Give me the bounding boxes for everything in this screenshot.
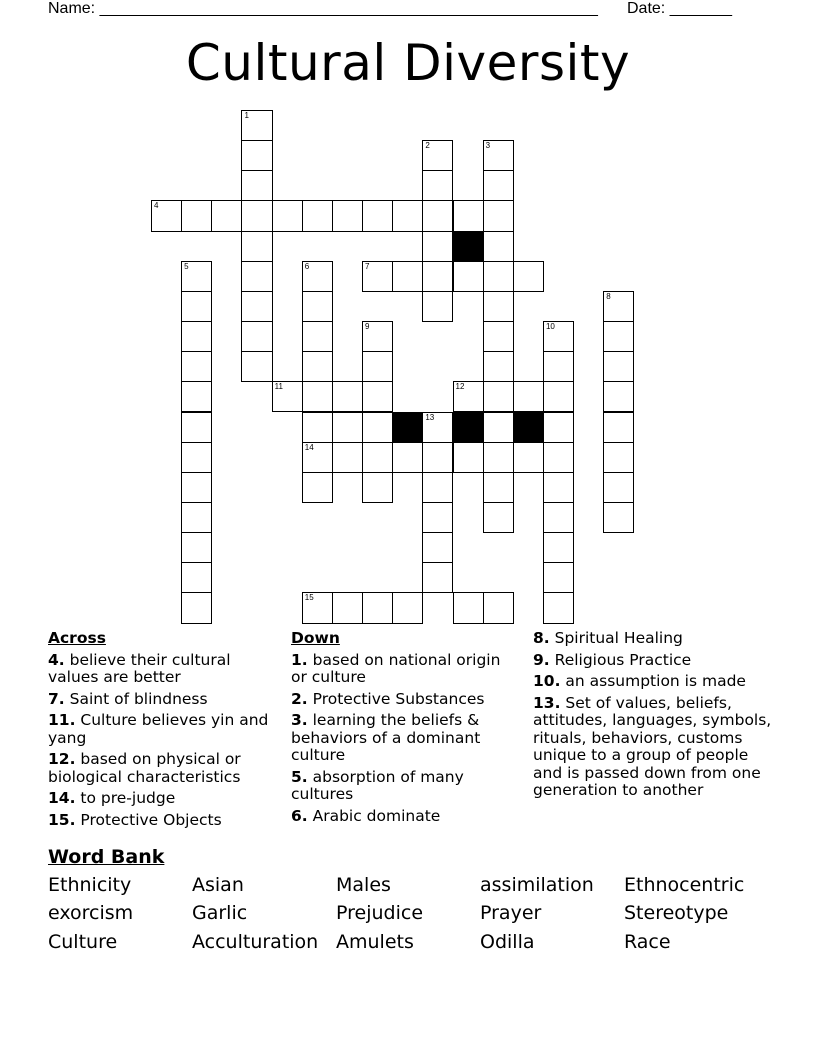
page-title: Cultural Diversity [185,34,631,92]
grid-cell[interactable] [422,532,453,563]
grid-cell[interactable] [241,140,272,171]
grid-cell[interactable] [543,412,574,443]
clue-text: Culture believes yin and yang [48,711,269,747]
clue-text: Set of values, beliefs, attitudes, languages, symbols, rituals, behaviors, customs unique to a group of people and is passed down from one generation to another [533,693,772,799]
word-bank-word: Amulets [336,931,414,953]
grid-cell[interactable] [422,502,453,533]
grid-cell[interactable] [422,261,453,292]
grid-cell[interactable] [453,200,484,231]
grid-cell[interactable] [302,381,333,412]
grid-cell[interactable] [362,442,393,473]
clue-text: believe their cultural values are better [48,650,231,686]
clue-number: 1. [291,650,308,669]
grid-cell[interactable] [181,472,212,503]
grid-cell[interactable] [362,412,393,443]
grid-cell[interactable] [302,200,333,231]
clue-number: 5. [291,767,308,786]
grid-cell[interactable] [241,110,272,141]
grid-cell[interactable] [302,291,333,322]
clue-text: Spiritual Healing [549,629,683,647]
grid-cell[interactable] [332,200,363,231]
grid-cell[interactable] [181,412,212,443]
grid-cell[interactable] [483,170,514,201]
word-bank-title: Word Bank [48,846,165,868]
grid-cell[interactable] [181,532,212,563]
grid-cell[interactable] [483,321,514,352]
clue-number: 2. [291,689,308,708]
grid-cell[interactable] [181,261,212,292]
down-clue [533,673,773,691]
grid-cell[interactable] [603,351,634,382]
grid-cell[interactable] [483,200,514,231]
grid-cell[interactable] [543,442,574,473]
grid-cell[interactable] [483,472,514,503]
grid-cell[interactable] [302,442,333,473]
grid-cell[interactable] [362,351,393,382]
grid-cell[interactable] [422,170,453,201]
down-clue [291,769,511,804]
grid-cell[interactable] [483,412,514,443]
grid-block [392,412,423,443]
grid-block [453,412,484,443]
clue-number: 4 [154,201,159,211]
grid-cell[interactable] [543,321,574,352]
clue-text: to pre-judge [75,789,176,807]
grid-cell[interactable] [603,321,634,352]
clue-number: 1 [244,111,249,120]
grid-cell[interactable] [422,231,453,262]
word-bank-word: Ethnocentric [624,874,745,896]
grid-block [513,412,544,443]
down-clue [291,712,511,765]
clue-number: 11 [274,382,283,392]
grid-cell[interactable] [422,442,453,473]
grid-cell[interactable] [543,592,574,623]
grid-cell[interactable] [332,592,363,623]
word-bank-word: Prejudice [336,902,424,924]
grid-cell[interactable] [453,442,484,473]
grid-cell[interactable] [392,592,423,623]
clue-text: learning the beliefs & behaviors of a dominant culture [291,711,481,764]
across-clues [48,630,280,833]
grid-cell[interactable] [181,442,212,473]
clue-number: 15. [48,810,76,829]
across-clue [48,751,280,786]
grid-cell[interactable] [483,442,514,473]
grid-cell[interactable] [603,472,634,503]
down-heading: Down [291,629,340,647]
word-bank-word: Odilla [480,931,535,953]
clue-number: 14 [304,442,314,452]
grid-cell[interactable] [241,200,272,231]
grid-cell[interactable] [302,261,333,292]
grid-cell[interactable] [543,381,574,412]
grid-cell[interactable] [483,140,514,171]
clue-number: 5 [184,261,189,271]
down-clue [533,630,773,648]
grid-cell[interactable] [513,261,544,292]
grid-cell[interactable] [241,351,272,382]
grid-cell[interactable] [181,592,212,623]
grid-cell[interactable] [362,381,393,412]
clue-number: 13 [425,412,435,422]
clue-number: 11. [48,711,76,729]
across-clue [48,691,280,709]
grid-cell[interactable] [181,562,212,593]
clue-number: 6. [291,806,308,825]
down-clues-continued [533,630,773,804]
grid-cell[interactable] [181,200,212,231]
grid-cell[interactable] [483,381,514,412]
grid-cell[interactable] [422,291,453,322]
grid-cell[interactable] [362,200,393,231]
clue-number: 10. [533,672,561,690]
grid-cell[interactable] [513,442,544,473]
clue-text: based on physical or biological characteristics [48,750,241,786]
grid-cell[interactable] [241,321,272,352]
grid-cell[interactable] [302,472,333,503]
name-field[interactable]: Name: ________________________________________________________ [48,0,598,17]
clue-number: 3. [291,711,308,729]
grid-cell[interactable] [302,592,333,623]
across-clue [48,812,280,830]
grid-cell[interactable] [483,261,514,292]
clue-number: 13. [533,693,561,712]
clue-text: Protective Objects [75,810,222,829]
clue-number: 10 [545,322,555,332]
clue-number: 14. [48,789,76,807]
word-bank-word: Prayer [480,902,542,924]
clue-number: 8. [533,629,550,647]
word-bank-word: Garlic [192,902,248,924]
grid-cell[interactable] [241,261,272,292]
grid-cell[interactable] [241,170,272,201]
down-clue [291,652,511,687]
clue-text: absorption of many cultures [291,767,464,803]
grid-cell[interactable] [272,381,303,412]
grid-cell[interactable] [543,532,574,563]
across-clue [48,652,280,687]
clue-number: 2 [425,141,430,151]
grid-cell[interactable] [603,381,634,412]
word-bank-word: Ethnicity [48,874,132,896]
grid-cell[interactable] [422,562,453,593]
clue-text: Arabic dominate [307,806,441,825]
clue-text: based on national origin or culture [291,650,501,686]
grid-cell[interactable] [603,442,634,473]
clue-number: 6 [304,261,310,271]
word-bank-word: assimilation [480,874,594,896]
grid-cell[interactable] [543,502,574,533]
grid-cell[interactable] [422,472,453,503]
clue-number: 3 [485,141,491,151]
across-clue [48,790,280,808]
grid-cell[interactable] [362,261,393,292]
across-heading: Across [48,629,106,647]
grid-block [453,231,484,262]
grid-cell[interactable] [603,291,634,322]
grid-cell[interactable] [543,472,574,503]
clue-number: 9. [533,650,550,669]
clue-number: 7 [365,261,370,271]
clue-number: 12. [48,750,76,768]
grid-cell[interactable] [603,502,634,533]
grid-cell[interactable] [603,412,634,443]
grid-cell[interactable] [302,351,333,382]
grid-cell[interactable] [302,321,333,352]
clue-number: 12 [455,382,465,392]
grid-cell[interactable] [513,381,544,412]
grid-cell[interactable] [241,231,272,262]
word-bank-word: exorcism [48,902,134,924]
grid-cell[interactable] [181,351,212,382]
grid-cell[interactable] [483,231,514,262]
grid-cell[interactable] [272,200,303,231]
grid-cell[interactable] [392,261,423,292]
grid-cell[interactable] [181,502,212,533]
word-bank-word: Culture [48,931,118,953]
word-bank-word: Acculturation [192,931,319,953]
grid-cell[interactable] [211,200,242,231]
down-clue [533,652,773,670]
grid-cell[interactable] [362,321,393,352]
grid-cell[interactable] [453,261,484,292]
grid-cell[interactable] [362,592,393,623]
down-clue [533,695,773,800]
across-clue [48,712,280,747]
grid-cell[interactable] [181,321,212,352]
grid-cell[interactable] [483,351,514,382]
grid-cell[interactable] [422,200,453,231]
clue-number: 8 [606,291,611,301]
grid-cell[interactable] [453,381,484,412]
clue-text: Saint of blindness [64,689,208,708]
grid-cell[interactable] [332,412,363,443]
clue-text: Protective Substances [307,689,485,708]
word-bank-word: Stereotype [624,902,729,924]
grid-cell[interactable] [422,140,453,171]
clue-number: 7. [48,689,65,708]
down-clues [291,630,511,829]
grid-cell[interactable] [302,412,333,443]
grid-cell[interactable] [483,291,514,322]
grid-cell[interactable] [151,200,182,231]
down-clue [291,808,511,826]
word-bank-word: Asian [192,874,244,896]
clue-number: 4. [48,650,65,669]
grid-cell[interactable] [543,351,574,382]
grid-cell[interactable] [483,592,514,623]
clue-text: Religious Practice [549,650,692,669]
clue-number: 9 [365,322,370,332]
grid-cell[interactable] [543,562,574,593]
clue-text: an assumption is made [560,672,746,690]
clue-number: 15 [304,593,314,603]
grid-cell[interactable] [392,200,423,231]
grid-cell[interactable] [181,381,212,412]
grid-cell[interactable] [483,502,514,533]
down-clue [291,691,511,709]
grid-cell[interactable] [332,442,363,473]
grid-cell[interactable] [332,381,363,412]
grid-cell[interactable] [453,592,484,623]
grid-cell[interactable] [392,442,423,473]
grid-cell[interactable] [362,472,393,503]
date-field[interactable]: Date: _______ [627,0,732,17]
grid-cell[interactable] [181,291,212,322]
grid-cell[interactable] [241,291,272,322]
word-bank-word: Race [624,931,671,953]
word-bank-word: Males [336,874,391,896]
grid-cell[interactable] [422,412,453,443]
